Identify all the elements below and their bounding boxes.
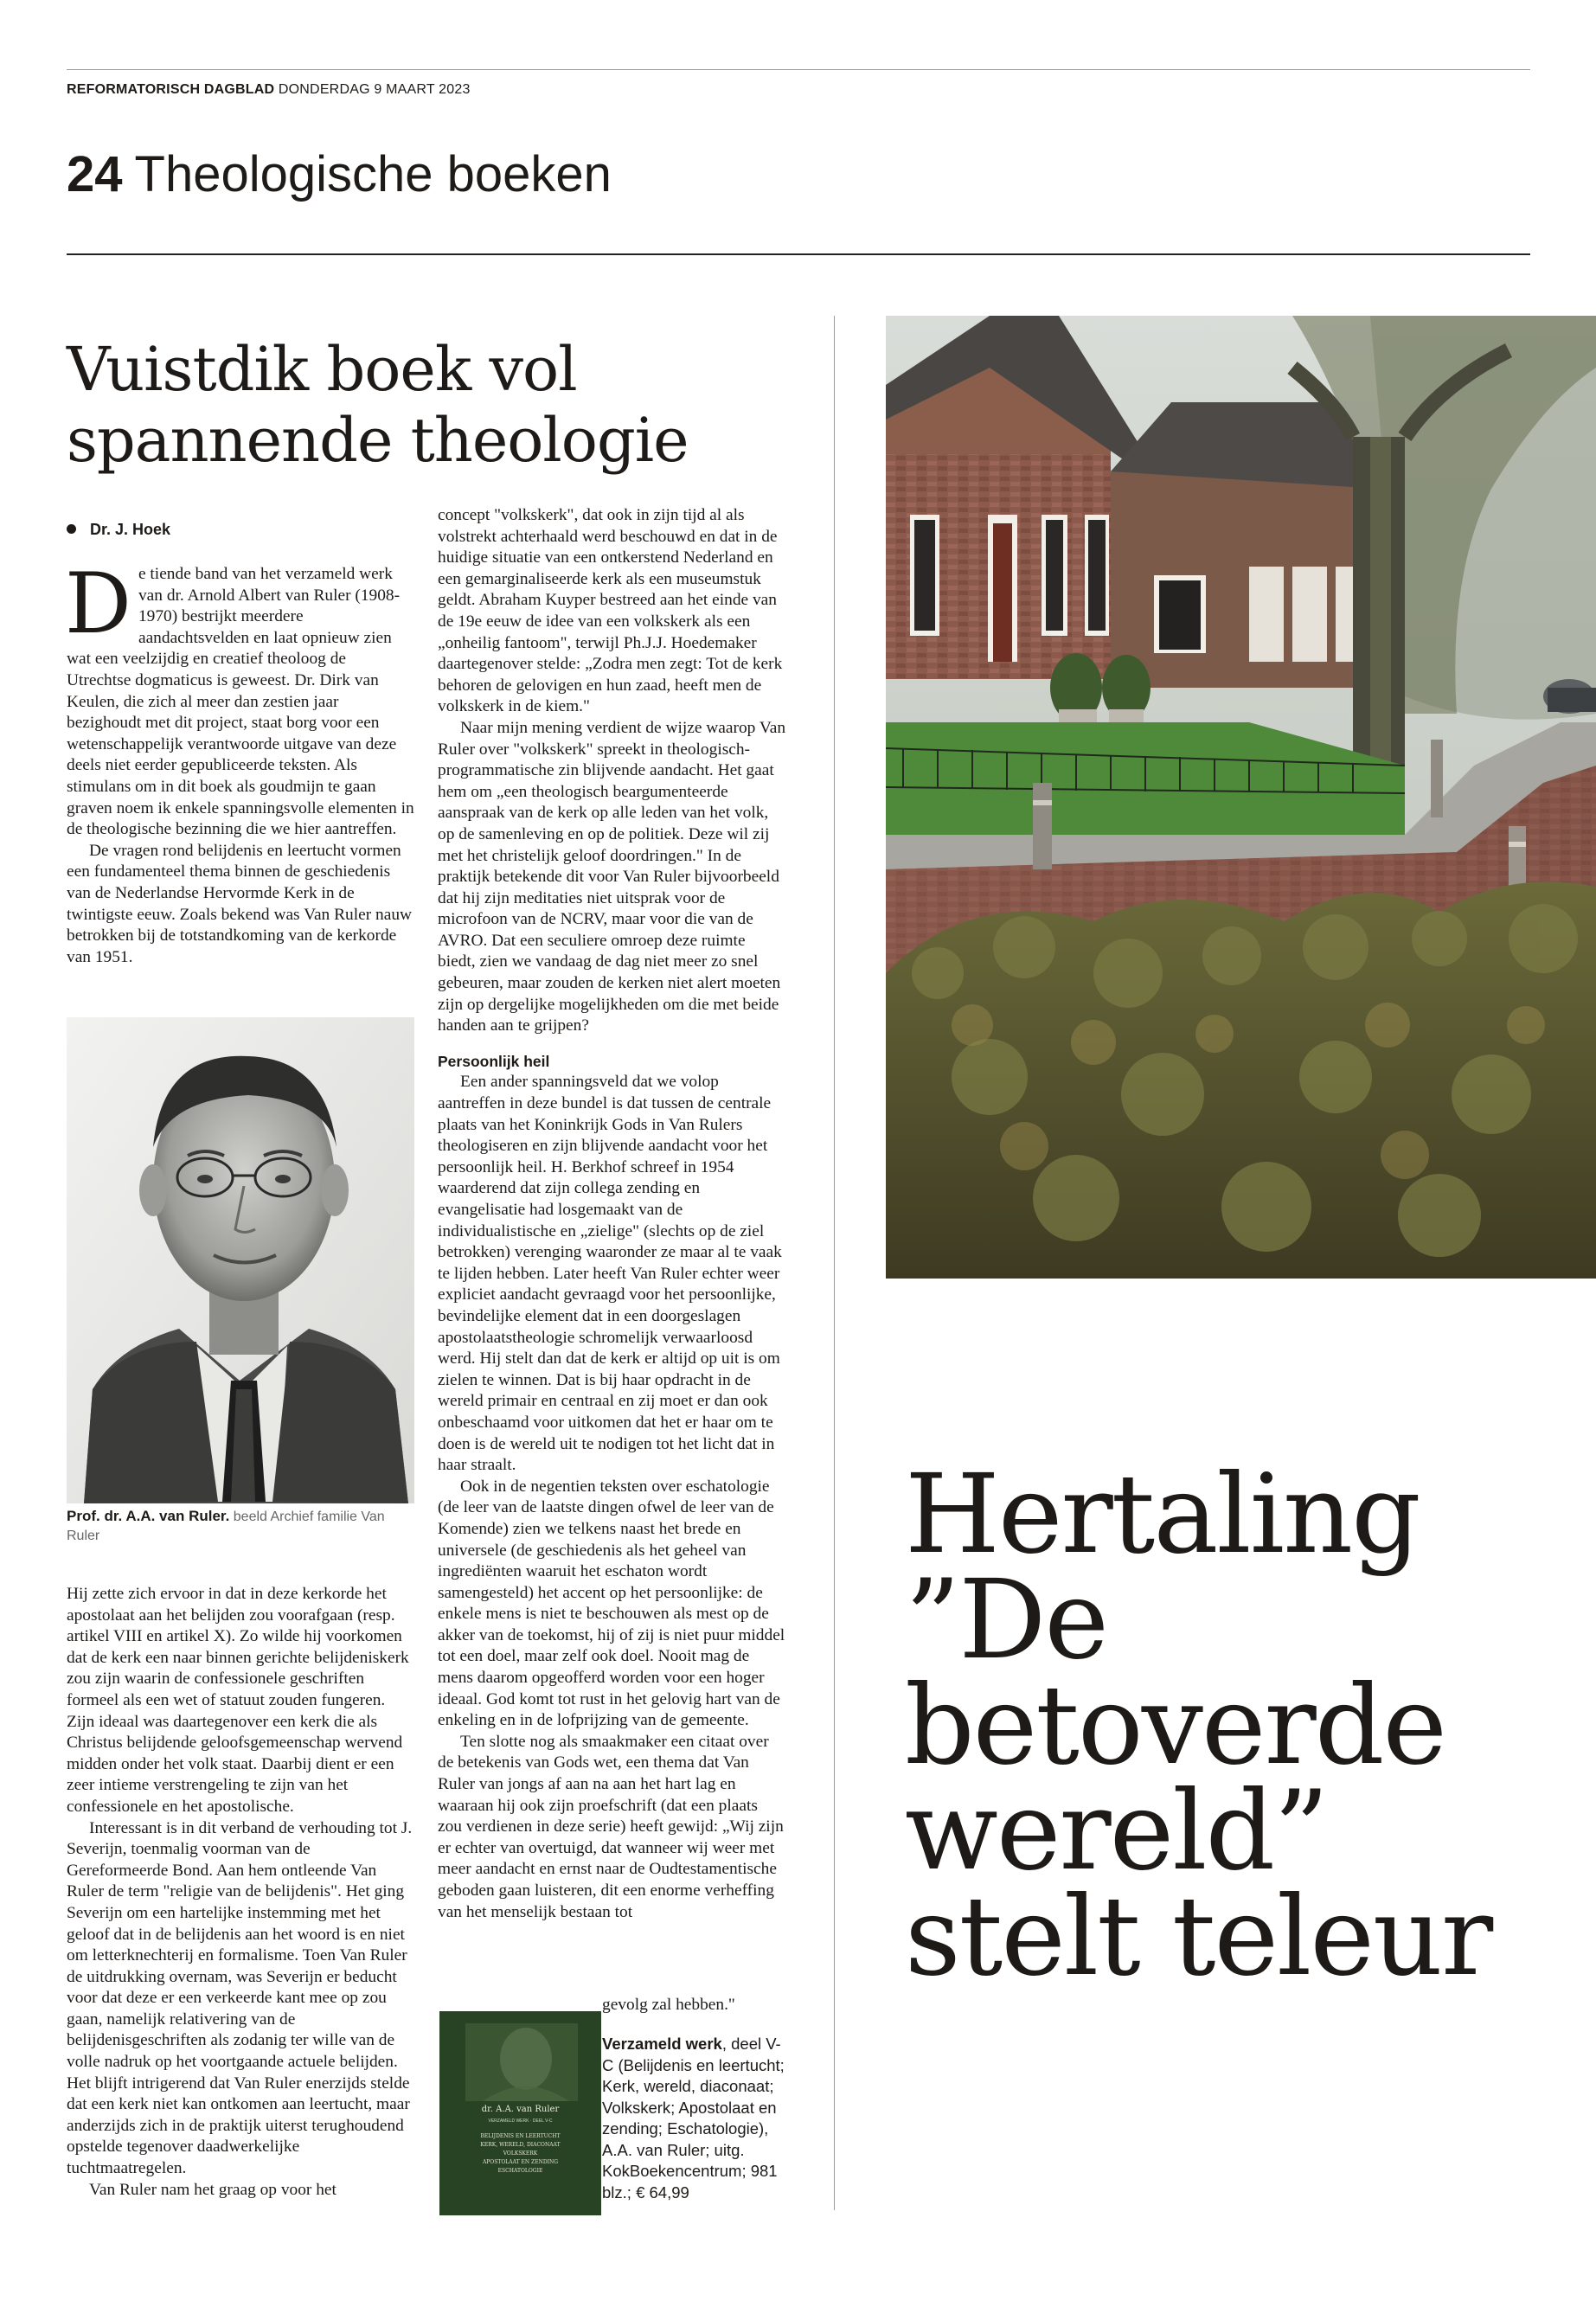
article-column-1-top: [65, 555, 414, 968]
village-street-illustration: [886, 316, 1596, 1279]
book-cover: [439, 2011, 601, 2215]
issue-date: DONDERDAG 9 MAART 2023: [278, 82, 471, 97]
byline: [67, 521, 170, 539]
book-cover-line: APOSTOLAAT EN ZENDING: [482, 2159, 559, 2165]
byline-bullet-icon: [67, 524, 76, 534]
portrait-illustration: [67, 1017, 414, 1503]
book-cover-author: dr. A.A. van Ruler: [481, 2105, 560, 2114]
book-cover-line: ESCHATOLOGIE: [497, 2168, 543, 2174]
section-title: Theologische boeken: [134, 146, 612, 202]
section-header: [67, 145, 612, 203]
column-divider: [834, 316, 835, 2210]
paragraph: Hij zette zich ervoor in dat in deze kerkorde het apostolaat aan het belijden zou voorafgaan (resp. artikel VIII en artikel X). Zo wilde hij voorkomen dat de kerk een naar binnen gerichte belijdeniskerk zou zijn waarin de confessionele geschriften formeel als een wet of statuut zouden fungeren. Zijn ideaal was daartegenover een kerk die als Christus belijdende geloofsgemeenschap wervend midden onder het volk staat. Daarbij dient er een zeer intieme verstrengeling te zijn van het confessionele en het apostolische.: [67, 1585, 409, 1816]
drop-cap: D: [65, 555, 131, 652]
book-cover-line: KERK, WERELD, DIACONAAT: [480, 2142, 561, 2148]
caption-title: Prof. dr. A.A. van Ruler.: [67, 1508, 230, 1524]
paragraph: Ook in de negentien teksten over eschatologie (de leer van de laatste dingen ofwel de leer van de Komende) zien we telkens naast het brede en universele (de geschiedenis als het geheel van ingrediënten waaruit het eschaton wordt samengesteld) het accent op het persoonlijke: de enkele mens is niet te beschouwen als mest op de akker van de toekomst, hij of zij is niet puur middel tot een doel, maar zelf ook doel. Nooit mag de mens daarom opgeofferd worden voor een hoger ideaal. God komt tot rust in het gelovig hart van de enkeling en in de lofprijzing van de gemeente.: [438, 1477, 785, 1730]
photo-caption: [67, 1507, 414, 1546]
book-cover-titles: [439, 2132, 601, 2176]
subheading: Persoonlijk heil: [438, 1052, 550, 1070]
paragraph: De vragen rond belijdenis en leertucht vormen een fundamenteel thema binnen de geschiedenis van de Nederlandse Hervormde Kerk in de twintigste eeuw. Zoals bekend was Van Ruler nauw betrokken bij de totstandkoming van de kerkorde van 1951.: [67, 841, 413, 966]
page-number: 24: [67, 146, 123, 202]
photo-credit: beeld Archief familie Van Ruler: [67, 1509, 385, 1543]
article-column-1-bottom: [67, 1584, 414, 2201]
author-name: Dr. J. Hoek: [90, 521, 171, 538]
paragraph: Een ander spanningsveld dat we volop aantreffen in deze bundel is dat tussen de centrale plaats van het Koninkrijk Gods in Van Rulers theologiseren en zijn blijvende aandacht voor het persoonlijk heil. H. Berkhof schreef in 1954 waarderend dat zijn collega zending en evangelisatie had losgemaakt van de individualistische en „zielige" (slechts op de ziel betrokken) verenging waaronder ze maar al te vaak te lijden hebben. Later heeft Van Ruler echter weer expliciet aandacht gevraagd voor het persoonlijke, bevindelijke element dat in een doorgeslagen apostolaatstheologie schromelijk verwaarloosd werd. Hij stelt dan dat de kerk er altijd op uit is om zielen te winnen. Dat is bij haar opdracht in de wereld primair en centraal en zij moet er dan ook onbeschaamd voor uitkomen dat het er haar om te doen is de wereld uit te nodigen tot het licht dat in haar straalt.: [438, 1073, 782, 1475]
masthead: [67, 69, 1530, 98]
book-cover-series: VERZAMELD WERK · DEEL V-C: [488, 2118, 553, 2124]
paper-name: REFORMATORISCH DAGBLAD: [67, 82, 275, 97]
second-article-headline: Hertaling ”De betoverde wereld” stelt teleur: [905, 1451, 1492, 2000]
article-column-2: [438, 505, 785, 1923]
section-divider: [67, 253, 1530, 255]
article-headline: Vuistdik boek vol spannende theologie: [67, 334, 689, 476]
portrait-photo: [67, 1017, 414, 1503]
book-cover-line: BELIJDENIS EN LEERTUCHT: [480, 2133, 561, 2139]
paragraph: Naar mijn mening verdient de wijze waarop Van Ruler over "volkskerk" spreekt in theologisch-programmatische zin blijvende aandacht. Het gaat hem om „een theologisch beargumenteerde aanspraak van de kerk op alle leden van het volk, op de samenleving en op de politiek. Deze wil zij met het christelijk geloof doordringen." In de praktijk betekende dit voor Van Ruler bijvoorbeeld dat hij zijn meditaties niet uitsprak voor de microfoon van de NCRV, maar voor die van de AVRO. Dat een seculiere omroep deze ruimte biedt, zien we vandaag de dag niet meer zo snel gebeuren, maar zouden de kerken niet alert moeten zijn op dergelijke mogelijkheden om die met beide handen aan te grijpen?: [438, 718, 786, 1035]
quote-end: gevolg zal hebben.": [602, 1996, 735, 2014]
book-info: [602, 2034, 791, 2203]
paragraph: e tiende band van het verzameld werk van dr. Arnold Albert van Ruler (1908-1970) bestrijkt meerdere aandachtsvelden en laat opnieuw zien wat een veelzijdig en creatief theoloog de Utrechtse dogmaticus is geweest. Dr. Dirk van Keulen, die zich al meer dan zestien jaar bezighoudt met dit project, staat borg voor een wetenschappelijk verantwoorde uitgave van deze deels niet eerder gepubliceerde teksten. Als stimulans om in dit boek als goudmijn te gaan graven noem ik enkele spanningsvolle elementen in de theologische bezinning die we hier aantreffen.: [67, 565, 414, 839]
village-street-photo: [886, 316, 1596, 1279]
book-title: Verzameld werk: [602, 2035, 722, 2053]
paragraph: concept "volkskerk", dat ook in zijn tijd al als volstrekt achterhaald werd beschouwd en dat in de huidige situatie van een ontkerstend Nederland en een gemarginaliseerde kerk als een museumstuk geldt. Abraham Kuyper bestreed aan het einde van de 19e eeuw de idee van een volkskerk als een „onheilig fantoom", terwijl Ph.J.J. Hoedemaker daartegenover stelde: „Zodra men zegt: Tot de kerk behoren de gelovigen en hun zaad, heeft men de volkskerk in de kiem.": [438, 506, 783, 716]
book-cover-line: VOLKSKERK: [503, 2150, 538, 2157]
paragraph: Van Ruler nam het graag op voor het: [89, 2180, 337, 2199]
book-details: , deel V-C (Belijdenis en leertucht; Kerk, wereld, diaconaat; Volkskerk; Apostolaat en zending; Eschatologie), A.A. van Ruler; uitg. KokBoekencentrum; 981 blz.; € 64,99: [602, 2035, 785, 2202]
paragraph: Interessant is in dit verband de verhouding tot J. Severijn, toenmalig voorman van de Gereformeerde Bond. Aan hem ontleende Van Ruler de term "religie van de belijdenis". Het ging Severijn om een hartelijke instemming met het geloof dat in de belijdenis aan het woord is en niet om letterknechterij en formalisme. Toen Van Ruler de uitdrukking overnam, was Severijn er beducht voor dat deze er een verkeerde kant mee op zou gaan, namelijk relativering van de belijdenisgeschriften als zodanig ter wille van de volle nadruk op het voortgaande actuele belijden. Het blijft intrigerend dat Van Ruler enerzijds stelde dat een kerk niet kan ontkomen aan leertucht, maar anderzijds zich in de praktijk uiterst terughoudend opstelde tegenover daadwerkelijke tuchtmaatregelen.: [67, 1818, 413, 2178]
paragraph: Ten slotte nog als smaakmaker een citaat over de betekenis van Gods wet, een thema dat Van Ruler van jongs af aan na aan het hart lag en waaraan hij ook zijn proefschrift (dat een plaats zou verdienen in deze serie) heeft gewijd: „Wij zijn er echter van overtuigd, dat wanneer wij weer met meer aandacht en ernst naar de Oudtestamentische geboden gaan luisteren, dit een enorme verheffing van het menselijk bestaan tot: [438, 1732, 784, 1921]
